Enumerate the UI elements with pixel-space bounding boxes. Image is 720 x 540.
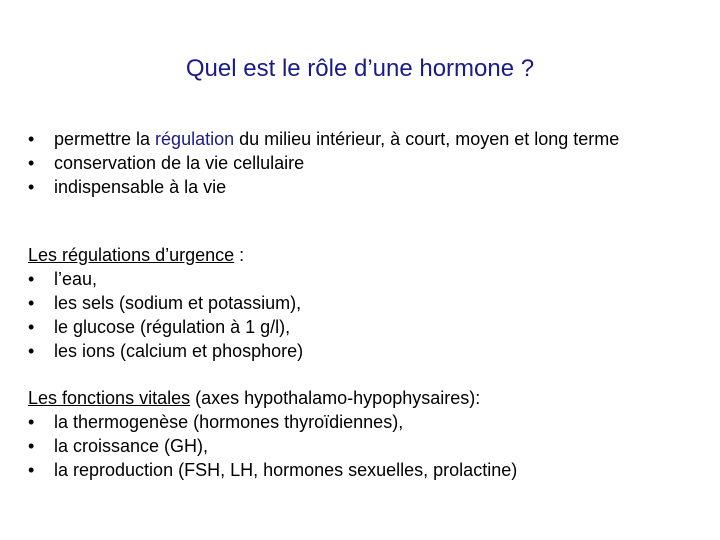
bullet: • — [28, 153, 35, 173]
item-text: la thermogenèse (hormones thyroïdiennes), — [54, 412, 404, 432]
item-text: la reproduction (FSH, LH, hormones sexuelles, prolactine) — [54, 460, 518, 480]
item-text: les ions (calcium et phosphore) — [54, 341, 304, 361]
item-text-start: permettre la — [54, 129, 156, 149]
bullet: • — [28, 293, 35, 313]
item-text: les sels (sodium et potassium), — [54, 293, 302, 313]
item-text: l’eau, — [54, 269, 98, 289]
section-heading-underlined: Les fonctions vitales — [28, 388, 191, 408]
list-item — [28, 410, 668, 434]
item-text: le glucose (régulation à 1 g/l), — [54, 317, 291, 337]
list-item — [28, 434, 668, 458]
section-heading-suffix: : — [234, 245, 245, 265]
vital-functions-section — [28, 386, 668, 482]
list-item — [28, 291, 668, 315]
section-heading-suffix: (axes hypothalamo-hypophysaires): — [190, 388, 481, 408]
list-item — [28, 267, 668, 291]
section-heading — [28, 243, 668, 267]
section-heading-underlined: Les régulations d’urgence — [28, 245, 235, 265]
list-item — [28, 151, 668, 175]
bullet: • — [28, 460, 35, 480]
item-text: indispensable à la vie — [54, 177, 227, 197]
urgent-regulations-section — [28, 243, 668, 363]
bullet: • — [28, 317, 35, 337]
bullet: • — [28, 341, 35, 361]
role-list — [28, 128, 668, 199]
bullet: • — [28, 129, 35, 149]
list-item — [28, 128, 668, 151]
item-text: la croissance (GH), — [54, 436, 209, 456]
slide-title: Quel est le rôle d’une hormone ? — [185, 55, 535, 82]
list-item — [28, 315, 668, 339]
list-item — [28, 175, 668, 199]
bullet: • — [28, 177, 35, 197]
bullet: • — [28, 269, 35, 289]
list-item — [28, 458, 668, 482]
list-item — [28, 339, 668, 363]
section-heading — [28, 386, 668, 410]
bullet: • — [28, 412, 35, 432]
item-text-end: du milieu intérieur, à court, moyen et long terme — [234, 129, 620, 149]
regulation-keyword: régulation — [155, 129, 235, 149]
bullet: • — [28, 436, 35, 456]
item-text: conservation de la vie cellulaire — [54, 153, 305, 173]
